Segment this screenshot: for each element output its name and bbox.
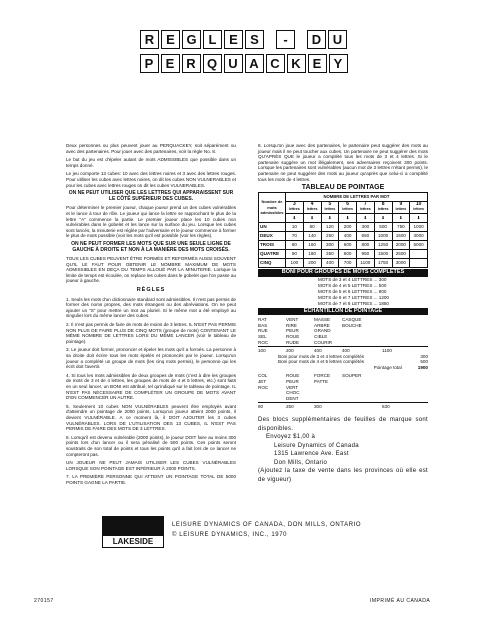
score-table-col-header: 9 lettres: [392, 201, 410, 213]
score-cell: 600: [339, 249, 357, 258]
down-arrow-icon: ⬇: [392, 213, 410, 222]
sample-total-value: 1900: [417, 364, 428, 370]
score-cell: 100: [286, 258, 304, 267]
score-cell: 80: [286, 240, 304, 249]
order-line-2: Envoyez $1,00 à: [266, 434, 316, 441]
score-cell: 800: [357, 240, 375, 249]
order-line-6: (Ajoutez la taxe de vente dans les provinces où elle est de vigueur): [258, 468, 428, 483]
title-letter-box: U: [224, 54, 243, 73]
bonus-item: MOTS de 3 et 4 LETTRES ... 300: [318, 276, 387, 282]
down-arrow-icon: ⬇: [339, 213, 357, 222]
sample-word: RAT: [258, 317, 267, 323]
score-row-label: UN: [259, 222, 286, 231]
title-letter-box: E: [161, 30, 180, 49]
title-letter-box: A: [245, 54, 264, 73]
title-letter-box: C: [266, 54, 285, 73]
score-cell: 1100: [357, 258, 375, 267]
title-letter-box: L: [203, 30, 222, 49]
score-row-label: DEUX: [259, 231, 286, 240]
sample-word: ROUE: [286, 333, 300, 339]
sample-word: JET: [258, 379, 267, 385]
sample-word: PATTE: [314, 379, 329, 385]
score-cell: 5000: [410, 240, 428, 249]
rule-8: 8. Lorsqu'on joue avec des partenaires, le partenaire peut suggérer des mots au joueur mais il ne peut toucher aux cubes. Un partenaire ne peut suggérer des mots QU'APRÈS QUE le joueur a complété tous les mots de 3 et 4 lettres. Si le partenaire suggère un mot illégalement, ses adversaires reçoivent 300 points. Lorsque les partenaires sont vulnérables (aucun mot de 3 lettres n'étant permis), le partenaire ne peut suggérer des mots au joueur qu'après que celui-ci a complété tous les mots de 4 lettres.: [258, 143, 428, 182]
score-cell: [410, 249, 428, 258]
title-letter-box: S: [245, 30, 264, 49]
score-cell: 600: [339, 240, 357, 249]
sample-word: FORCE: [314, 373, 331, 379]
score-table: [258, 192, 428, 268]
title-line-2: [0, 54, 487, 73]
sample-word: RUE: [258, 328, 268, 334]
bonus-heading: BONI POUR GROUPES DE MOTS COMPLÉTÉS: [258, 269, 428, 277]
rule-5: 5. Seulement 10 cubes NON VULNÉRABLES peuvent être employés avant d'atteindre un pointage de 2000 points. Lorsqu'un joueur atteint 2000 points, il devient VULNÉRABLE. A ce moment là, il DOIT AJOUTER les 3 cubes VULNÉRABLES. LORS DE L'UTILISATION DES 13 CUBES, IL N'EST PAS PERMIS DE FAIRE DES MOTS DE 3 LETTRES.: [66, 403, 236, 432]
bonus-item: MOTS de 5 et 6 LETTRES ... 800: [318, 288, 387, 294]
score-table-col-header: 7 lettres: [357, 201, 375, 213]
sample-word: BAS: [258, 322, 268, 328]
intro-paragraph-3: Le jeu comporte 13 cubes: 10 avec des lettres noires et 3 avec des lettres rouges. Pour utiliser les cubes avec lettres noires, on dit les cubes NON VULNERABLES et pour les cubes avec lettres rouges on dit les cubes VULNERABLES.: [66, 171, 236, 188]
sample-word: MASSE: [314, 317, 331, 323]
sample-score-value: 250: [286, 404, 294, 410]
sample-score-value: 400: [314, 348, 322, 354]
score-table-row: [259, 231, 428, 240]
intro-paragraph-2: Le but du jeu est d'épeler autant de mots ADMISSIBLES que possible dans un temps donné.: [66, 157, 236, 168]
order-info: [258, 416, 428, 484]
rule-6b: UN JOUEUR NE PEUT JAMAIS UTILISER LES CUBES VULNÉRABLES LORSQUE SON POINTAGE EST INFÉRIEUR À 2000 POINTS.: [66, 460, 236, 471]
credit-line-2: © LEISURE DYNAMICS, INC., 1970: [172, 532, 288, 538]
score-cell: 2500: [392, 249, 410, 258]
sample-word: ARBRE: [314, 322, 330, 328]
score-cell: 70: [286, 231, 304, 240]
sample-word: [258, 396, 286, 402]
bonus-item: MOTS de 4 et 5 LETTRES ... 500: [318, 282, 387, 288]
score-cell: 700: [339, 258, 357, 267]
rule-3: 3. Le joueur doit former, prononcer et épeler les mots qu'il a formés. La personne à sa droite doit écrire tous les mots épelés et prononcés par le joueur. Lorsqu'un joueur a complété un groupe de mots (les cinq mots permis), le personne qui les écrit doit l'avertir.: [66, 347, 236, 370]
down-arrow-icon: ⬇: [303, 213, 321, 222]
sample-word: CIBLE: [314, 333, 328, 339]
score-cell: 500: [374, 222, 392, 231]
sample-bonus-2-label: Boni pour mots de 4 et 5 lettres complétés: [278, 359, 365, 365]
order-line-1: Des blocs supplémentaires de feuilles de marque sont disponibles.: [258, 417, 428, 432]
down-arrow-icon: ⬇: [286, 213, 304, 222]
order-line-5: Don Mills, Ontario: [274, 459, 328, 466]
rule-6: 6. Lorsqu'il est devenu vulnérable (2000 points), le joueur DOIT faire au moins 300 points lors d'un lancer ou il sera pénalisé de 500 points. Ces points seront soustraits de son total de points et tous les points qu'il a fait lors de ce lancer ne compteront pas.: [66, 434, 236, 457]
title-letter-box: G: [182, 30, 201, 49]
order-line-4: 1315 Lawrence Ave. East: [274, 451, 349, 458]
sample-score-value: 200: [286, 348, 294, 354]
score-cell: [410, 258, 428, 267]
score-cell: 200: [303, 258, 321, 267]
score-row-label: QUATRE: [259, 249, 286, 258]
sample-score-value: [342, 404, 382, 410]
sample-word: ROC: [258, 384, 269, 390]
credit-line-1: LEISURE DYNAMICS OF CANADA, DON MILLS, ONTARIO: [172, 522, 362, 528]
intro-paragraph-1: Deux personnes ou plus peuvent jouer au PERQUACKEY, soit séparément ou avec des partenaires. Pour jouer avec des partenaires, voir la règle No. 8.: [66, 143, 236, 154]
sample-word: VENT: [286, 317, 299, 323]
intro-paragraph-5: Pour déterminer le premier joueur, chaque joueur prend un des cubes vulnérables et le lance à tour de rôle. Le joueur qui lance la lettre se rapprochant le plus de la lettre "A" commence la partie. Le premier joueur place les 10 cubes non vulnérables dans le gobelet et les lance sur la surface du jeu. Lorsque les cubes sont lancés, la minuterie est réglée par l'adversaire et le joueur commence à former le plus de mots possible (voir les mots qu'il est possible (voir les règles).: [66, 205, 236, 239]
sample-word: RIRE: [286, 322, 297, 328]
score-table-col-header: 8 lettres: [374, 201, 392, 213]
sample-score-value: 1100: [382, 348, 392, 354]
score-table-head-letters: NOMBRE DE LETTRES PAR MOT: [286, 192, 428, 201]
score-cell: 10: [286, 222, 304, 231]
down-arrow-icon: ⬇: [357, 213, 375, 222]
score-cell: 300: [357, 222, 375, 231]
sample-word: RUDE: [286, 339, 300, 345]
down-arrow-icon: ⬇: [410, 213, 428, 222]
sample-word: PEUR: [286, 379, 299, 385]
title-letter-box: D: [307, 30, 326, 49]
down-arrow-icon: ⬇: [374, 213, 392, 222]
bonus-item: MOTS de 6 et 7 LETTRES ... 1200: [318, 294, 389, 300]
sample-word: SEL: [258, 333, 267, 339]
score-cell: 350: [321, 249, 339, 258]
sample-word: [314, 396, 342, 402]
score-cell: 3000: [410, 231, 428, 240]
order-line-3: Leisure Dynamics of Canada: [274, 442, 359, 449]
title-letter-box: U: [328, 30, 347, 49]
score-table-col-header: 3 lettres: [286, 201, 304, 213]
sample-score-value: 630: [382, 404, 390, 410]
score-cell: 400: [321, 258, 339, 267]
sample-word: COURIR: [314, 339, 333, 345]
title-letter-box: Q: [203, 54, 222, 73]
score-table-row: [259, 222, 428, 231]
sample-word: BOUCHE: [342, 322, 362, 328]
rule-one-line: ON NE PEUT FORMER LES MOTS QUE SUR UNE SEULE LIGNE DE GAUCHE À DROITE ET NON À LA MANIÈRE DES MOTS CROISÉS.: [71, 240, 231, 253]
title-letter-box: K: [287, 54, 306, 73]
score-cell: 1750: [374, 258, 392, 267]
sample-bonus-2-value: 500: [420, 359, 428, 365]
sample-word-row: [258, 396, 428, 402]
rule-top-side: ON NE PEUT UTILISER QUE LES LETTRES QUI APPARAISSENT SUR LE CÔTÉ SUPÉRIEUR DES CUBES.: [68, 190, 234, 202]
score-cell: 2000: [392, 240, 410, 249]
title-line-1: [0, 30, 487, 49]
title-letter-box: P: [140, 54, 159, 73]
sample-score-2: [258, 373, 428, 410]
logo-text: LAKESIDE: [103, 536, 163, 547]
score-cell: 950: [357, 249, 375, 258]
score-cell: 180: [303, 249, 321, 258]
sample-word: VERT: [286, 384, 299, 390]
rule-2: 2. Il n'est pas permis de faire de mots de moins de 3 lettres. IL N'EST PAS PERMIS NON PLUS DE FAIRE PLUS DE CINQ MOTS (groupe de mots) CONTENANT LE MÊME NOMBRE DE LETTRES LORS DU MÊME LANCER (voir le tableau de pointage).: [66, 322, 236, 344]
sample-word: [342, 396, 382, 402]
sample-score-value: 100: [258, 348, 266, 354]
score-cell: 1500: [392, 231, 410, 240]
title-letter-box: R: [182, 54, 201, 73]
score-cell: 1250: [374, 240, 392, 249]
rules-heading: RÈGLES: [136, 287, 166, 294]
score-cell: 160: [303, 240, 321, 249]
score-table-head-words: Nombre de mots admissibles: [259, 192, 286, 222]
score-cell: 200: [339, 222, 357, 231]
score-cell: 300: [321, 240, 339, 249]
sample-total-label: Pointage total: [373, 364, 402, 370]
intro-paragraph-7: TOUS LES CUBES PEUVENT ÊTRE FORMÉS ET REFORMÉS AUSSI SOUVENT QU'IL LE FAUT POUR OBTENIR LE NOMBRE MAXIMUM DE MOTS ADMISSIBLES EN DEÇA DU TEMPS ALLOUÉ PAR LA MINUTERIE. Lorsque la limite de temps est écoulée, on replace les cubes dans le gobelet que l'on passe au joueur à gauche.: [66, 256, 236, 284]
score-cell: 1500: [374, 249, 392, 258]
sample-score-value: 80: [258, 404, 264, 410]
score-cell: 400: [339, 231, 357, 240]
title-letter-box: Y: [329, 54, 348, 73]
title-letter-box: E: [224, 30, 243, 49]
sample-word-row: [258, 340, 428, 346]
sample-bonus-1-label: Boni pour mots de 3 et 4 lettres complétés: [278, 353, 365, 359]
sample-word: [342, 340, 382, 346]
score-cell: 120: [321, 222, 339, 231]
score-table-row: [259, 258, 428, 267]
score-table-row: [259, 249, 428, 258]
rule-1: 1. Seuls les mots d'un dictionnaire standard sont admissibles. Il n'est pas permis de former des noms propres, des mots étrangers ou des abréviations. On ne peut ajouter un "S" pour mettre un mot au pluriel. Si le même mot a été employé au singulier lors du même lancer des cubes.: [66, 296, 236, 319]
sample-word: GRAND: [314, 328, 331, 334]
sample-bonus-1-value: 300: [420, 353, 428, 359]
sample-word: PEUR: [286, 328, 299, 334]
rule-4: 4. Si tous les mots admissibles de deux groupes de mots (c'est à dire les groupes de mots de 3 et de 4 lettres, les groupes de mots de 4 et 5 lettres, etc.) sont faits en un seul lancer, un BONI est attribué, tel qu'indiqué sur le tableau de pointage. IL N'EST PAS NÉCESSAIRE DE COMPLÉTER UN GROUPE DE MOTS AVANT D'EN COMMENCER UN AUTRE.: [66, 372, 236, 401]
score-table-col-header: 4 lettres: [303, 201, 321, 213]
score-cell: 1000: [410, 222, 428, 231]
sample-heading: ÉCHANTILLON DE POINTAGE: [258, 308, 428, 316]
score-row-label: CINQ: [259, 258, 286, 267]
sample-word: DENT: [286, 395, 299, 401]
bonus-list: [258, 277, 428, 307]
sample-score-value: 300: [314, 404, 322, 410]
title-letter-box: E: [308, 54, 327, 73]
left-column: [66, 143, 236, 488]
sample-word: CHOC: [286, 390, 300, 396]
sample-word: CASQUE: [342, 317, 362, 323]
score-cell: 60: [303, 222, 321, 231]
right-column: [258, 143, 428, 484]
sample-word: SOUPER: [342, 373, 362, 379]
score-row-label: TROIS: [259, 240, 286, 249]
sample-word: ROC: [258, 339, 269, 345]
bonus-item: MOTS de 7 et 8 LETTRES ... 1850: [318, 300, 389, 306]
footer-code: 270157: [34, 598, 54, 604]
sample-word: ROUE: [286, 373, 300, 379]
title-letter-box: E: [161, 54, 180, 73]
score-cell: 750: [392, 222, 410, 231]
title-letter-box: R: [140, 30, 159, 49]
rule-7: 7. LA PREMIÈRE PERSONNE QUI ATTEINT UN POINTAGE TOTAL DE 5000 POINTS GAGNE LA PARTIE.: [66, 474, 236, 485]
footer-printed: IMPRIMÉ AU CANADA: [370, 598, 431, 604]
score-table-col-header: 5 lettres: [321, 201, 339, 213]
score-table-col-header: 6 lettres: [339, 201, 357, 213]
score-cell: 250: [321, 231, 339, 240]
title-letter-box: -: [276, 30, 295, 49]
score-table-col-header: 10 lettres: [410, 201, 428, 213]
score-cell: 90: [286, 249, 304, 258]
score-cell: 140: [303, 231, 321, 240]
score-cell: 650: [357, 231, 375, 240]
sample-word: COL: [258, 373, 268, 379]
score-cell: 3000: [392, 258, 410, 267]
sample-score-1: [258, 317, 428, 370]
down-arrow-icon: ⬇: [321, 213, 339, 222]
sample-score-value: 400: [342, 348, 350, 354]
score-table-row: [259, 240, 428, 249]
score-cell: 1000: [374, 231, 392, 240]
score-table-title: TABLEAU DE POINTAGE: [301, 184, 385, 192]
lakeside-logo: [102, 516, 164, 548]
